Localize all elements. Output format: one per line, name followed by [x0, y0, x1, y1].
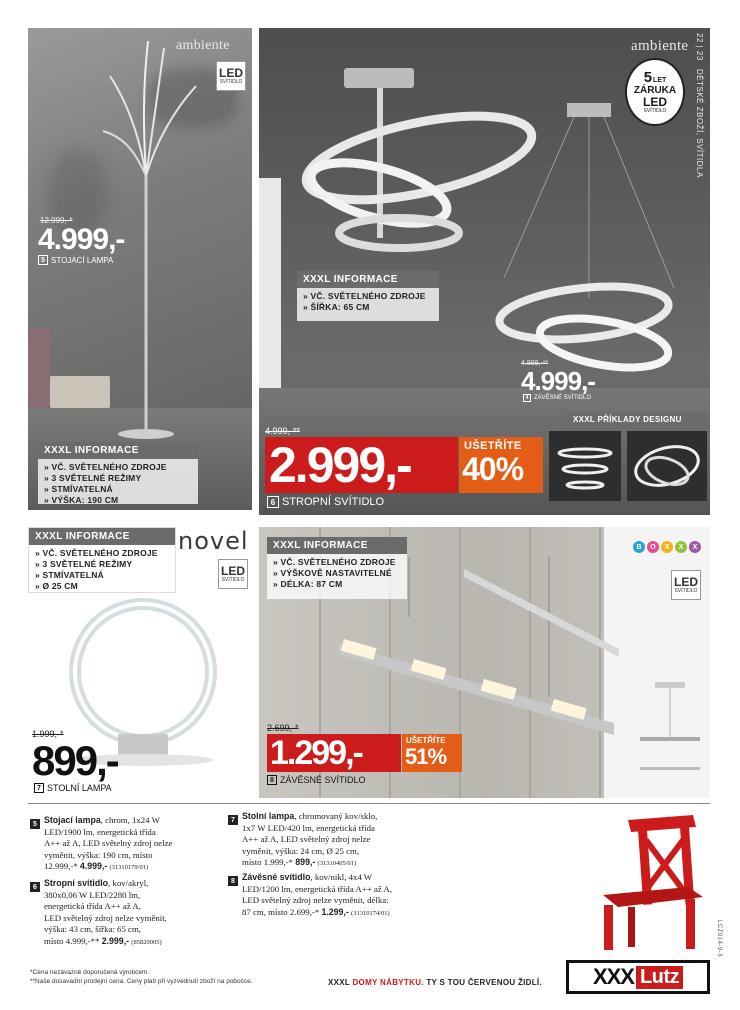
page-numbers: 22 | 23: [695, 33, 704, 61]
desc-new-price: 4.999,-: [79, 861, 108, 871]
product-label-text: ZÁVĚSNÉ SVÍTIDLO: [534, 395, 592, 401]
floor-lamp-panel: [28, 28, 252, 510]
side-category: [695, 33, 704, 223]
desc-number: 6: [30, 882, 40, 892]
desc-line: , kov/akryl,: [108, 878, 149, 888]
led-badge-text: LED: [219, 66, 243, 80]
product-number: 4: [523, 394, 531, 402]
desc-line: LED světelný zdroj nelze vyměnit, délka:: [242, 895, 389, 905]
led-badge: [218, 559, 248, 589]
desc-line: A++ až A, LED světelný zdroj nelze: [44, 838, 173, 848]
boxxx-logo: [633, 541, 701, 553]
desc-new-price: 2.999,-: [101, 935, 130, 946]
info-title: XXXL INFORMACE: [297, 271, 439, 288]
divider: [28, 803, 710, 804]
old-price: 12.999,-*: [40, 216, 73, 225]
ceiling-light-panel: [259, 28, 710, 515]
desc-line: LED/1200 lm, energetická třída A++ až A,: [242, 883, 392, 894]
description-8: [242, 872, 452, 919]
led-badge-small: SVÍTIDLO: [221, 577, 245, 583]
ambiente-brand: ambiente: [176, 38, 230, 53]
desc-new-price: 1.299,-: [321, 906, 349, 917]
info-line: » 3 SVĚTELNÉ REŽIMY: [44, 473, 142, 483]
product-label-text: STROPNÍ SVÍTIDLO: [282, 496, 385, 508]
slogan: [328, 978, 542, 987]
info-title: XXXL INFORMACE: [267, 537, 407, 554]
desc-title: Stojací lampa: [44, 815, 101, 825]
boxxx-letter: X: [661, 541, 673, 553]
desc-code: (31310174/01): [351, 909, 390, 917]
price: 4.999,-: [521, 366, 595, 396]
info-box: [267, 537, 407, 599]
desc-line: vyměnit, výška: 190 cm, místo: [44, 849, 153, 860]
info-line: » ŠÍŘKA: 65 CM: [303, 302, 370, 312]
product-label: [267, 775, 366, 785]
led-badge: [216, 61, 246, 91]
guarantee-years-label: LET: [653, 77, 667, 84]
info-title: XXXL INFORMACE: [29, 528, 175, 545]
desc-old-price: místo 4.999,-**: [44, 935, 100, 946]
xxxlutz-logo: [566, 960, 710, 994]
boxxx-letter: B: [633, 541, 645, 553]
old-price: 1.999,-*: [32, 729, 64, 739]
price: 899,-: [32, 737, 118, 784]
desc-line: LED/1900 lm, energetická třída: [44, 826, 156, 837]
pendant-thumbnail: [635, 677, 705, 787]
product-number: 7: [34, 783, 44, 793]
side-category-text: DĚTSKÉ ZBOŽÍ, SVÍTIDLA: [695, 68, 704, 178]
description-7: [242, 811, 442, 870]
old-price: 4.999,-**: [265, 426, 301, 436]
desc-line: , chromovaný kov/sklo,: [294, 811, 378, 821]
desc-line: A++ až A, LED světelný zdroj nelze: [242, 834, 371, 844]
desc-title: Závěsné svítidlo: [242, 872, 311, 882]
product-label-text: STOLNÍ LAMPA: [47, 783, 112, 793]
old-price: 4.999,-**: [521, 360, 549, 367]
guarantee-word: ZÁRUKA: [633, 85, 677, 96]
desc-title: Stropní svítidlo: [44, 878, 109, 888]
info-box: [38, 442, 198, 504]
red-chair-icon: [598, 815, 708, 955]
desc-code: (31310179/01): [109, 864, 149, 871]
pendant-bar-panel: [259, 527, 710, 798]
desc-old-price: 12.999,-*: [44, 861, 78, 871]
desc-number: 8: [228, 876, 238, 886]
led-badge: [671, 570, 701, 600]
desc-new-price: 899,-: [295, 857, 316, 867]
price: 2.999,-: [265, 437, 458, 493]
boxxx-letter: X: [675, 541, 687, 553]
desc-title: Stolní lampa: [242, 811, 295, 821]
info-line: » STMÍVATELNÁ: [44, 484, 113, 494]
info-line: » STMÍVATELNÁ: [35, 570, 104, 580]
table-lamp-panel: [28, 527, 252, 798]
discount-value: 51%: [405, 744, 447, 769]
description-6: [44, 878, 224, 948]
price: 1.299,-: [267, 734, 401, 772]
info-line: » Ø 25 CM: [35, 581, 78, 591]
product-label: [38, 255, 113, 265]
discount-box: [459, 437, 543, 493]
guarantee-years: 5: [643, 69, 653, 86]
desc-number: 5: [30, 819, 40, 829]
novel-brand: novel: [178, 527, 249, 555]
info-line: » VÝŠKOVĚ NASTAVITELNÉ: [273, 568, 392, 578]
design-example-2: [627, 431, 707, 501]
info-line: » VČ. SVĚTELNÉHO ZDROJE: [273, 557, 396, 567]
discount-label: UŠETŘÍTE: [464, 440, 522, 452]
info-line: » VČ. SVĚTELNÉHO ZDROJE: [35, 548, 158, 558]
design-example-1: [549, 431, 621, 501]
slogan-suffix: TY S TOU ČERVENOU ŽIDLÍ.: [423, 978, 542, 987]
boxxx-letter: X: [689, 541, 701, 553]
discount-label: UŠETŘÍTE: [406, 736, 446, 745]
desc-line: 380x0,06 W LED/2280 lm,: [44, 889, 141, 900]
info-line: » VČ. SVĚTELNÉHO ZDROJE: [303, 291, 426, 301]
guarantee-small: SVÍTIDLO: [643, 108, 667, 114]
desc-old-price: 2.699,-*: [289, 906, 320, 917]
description-5: [44, 815, 224, 874]
footnote: *Cena nezávazně doporučená výrobcem.: [30, 969, 150, 976]
logo-xxx: XXX: [592, 964, 634, 989]
old-price: 2.699,-*: [267, 723, 299, 733]
guarantee-badge: [625, 58, 685, 126]
product-number: 8: [267, 775, 277, 785]
info-line: » VČ. SVĚTELNÉHO ZDROJE: [44, 462, 167, 472]
desc-line: , chrom, 1x24 W: [100, 815, 160, 825]
desc-code: (31310405/01): [317, 860, 357, 867]
desc-line: , kov/nikl, 4x4 W: [310, 872, 373, 882]
desc-line: vyměnit, výška: 24 cm, Ø 25 cm,: [242, 845, 360, 856]
boxxx-letter: O: [647, 541, 659, 553]
info-title: XXXL INFORMACE: [38, 442, 198, 459]
catalog-code: LCZ014-9-3: [716, 920, 722, 958]
footnotes: [30, 968, 253, 986]
desc-old-price: místo 1.999,-*: [242, 857, 294, 867]
design-examples-header: XXXL PŘÍKLADY DESIGNU: [567, 413, 707, 427]
desc-line: 1x7 W LED/420 lm, energetická třída: [242, 822, 375, 833]
desc-line: výška: 43 cm, šířka: 65 cm,: [44, 924, 141, 934]
info-line: » 3 SVĚTELNÉ REŽIMY: [35, 559, 133, 569]
guarantee-led: LED: [643, 95, 667, 109]
info-line: » VÝŠKA: 190 CM: [44, 495, 119, 505]
footnote: **Naše dosavadní prodejní cena. Ceny platí při vyzvednutí zboží na pobočce.: [30, 978, 253, 985]
pendant-lamp-image: [489, 95, 689, 398]
product-number: 5: [38, 255, 48, 265]
desc-code: (85820005): [131, 938, 162, 946]
desc-number: 7: [228, 815, 238, 825]
discount-box: [402, 734, 462, 772]
ambiente-brand: ambiente: [631, 38, 689, 54]
led-badge-text: LED: [221, 564, 245, 578]
price: 4.999,-: [38, 223, 125, 256]
product-label: [523, 394, 591, 402]
armchair-shape: [28, 328, 50, 408]
desc-line: 87 cm, místo: [242, 906, 288, 917]
info-box: [297, 271, 439, 321]
slogan-prefix: XXXL: [328, 978, 353, 987]
product-label-text: STOJACÍ LAMPA: [51, 255, 114, 265]
product-label: [34, 783, 112, 793]
desc-line: LED světelný zdroj nelze vyměnit,: [44, 912, 167, 923]
slogan-red: DOMY NÁBYTKU.: [352, 978, 424, 987]
info-box: [28, 527, 176, 593]
product-label-text: ZÁVĚSNÉ SVÍTIDLO: [280, 775, 366, 785]
led-badge-text: LED: [674, 575, 698, 589]
product-number: 6: [267, 496, 279, 508]
logo-lutz: Lutz: [636, 966, 683, 989]
product-label: [267, 496, 384, 508]
discount-value: 40%: [462, 451, 524, 487]
led-badge-small: SVÍTIDLO: [674, 588, 698, 594]
led-badge-small: SVÍTIDLO: [219, 79, 243, 85]
info-line: » DÉLKA: 87 CM: [273, 579, 343, 589]
desc-line: energetická třída A++ až A,: [44, 901, 141, 911]
